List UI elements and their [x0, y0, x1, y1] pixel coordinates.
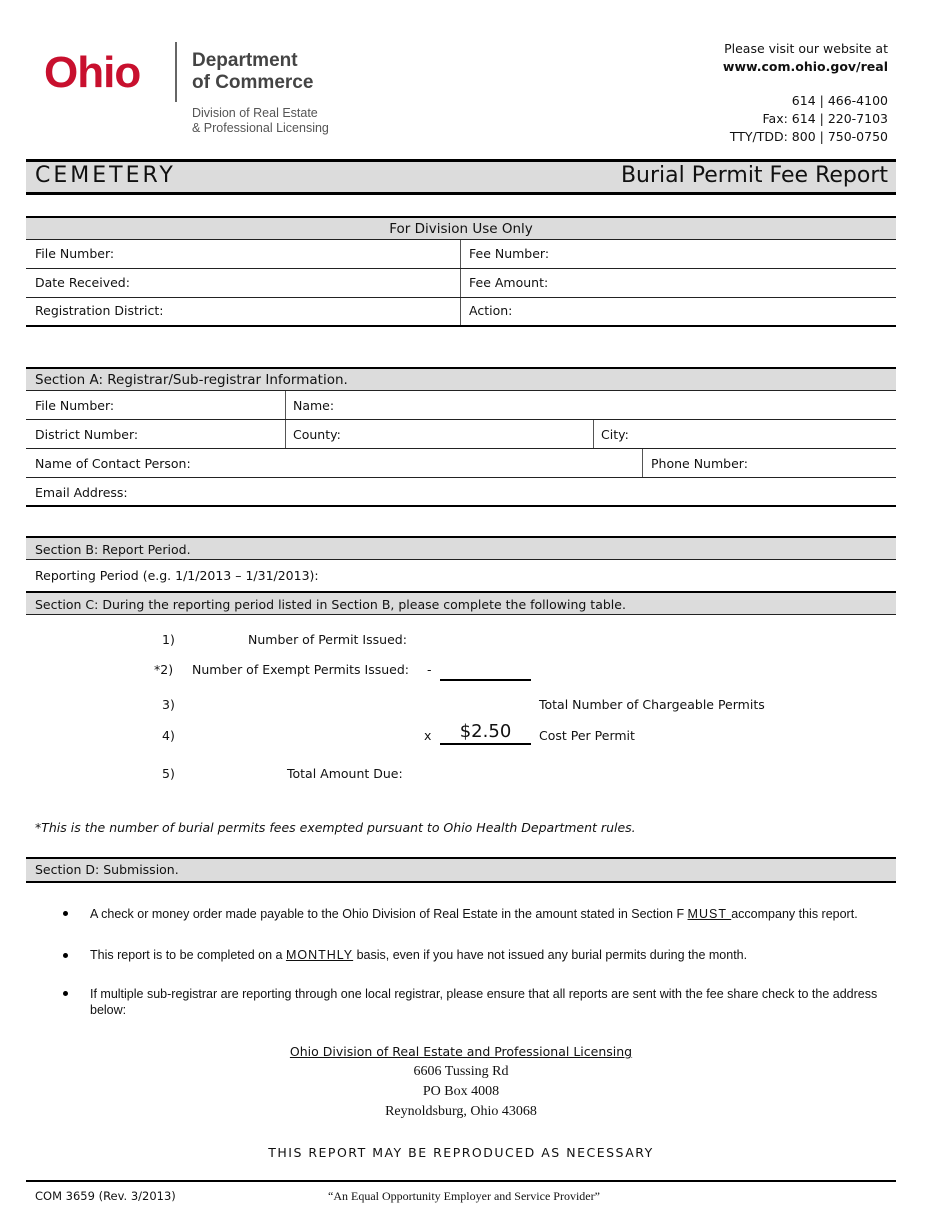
cost-per-permit-underline — [440, 743, 531, 745]
department-name — [192, 50, 313, 94]
contact-block — [723, 40, 888, 146]
column-divider — [460, 240, 461, 326]
section-a-file-number-label: File Number: — [35, 398, 115, 413]
form-title: Burial Permit Fee Report — [620, 163, 888, 188]
rule — [26, 419, 896, 420]
chargeable-permits-label: Total Number of Chargeable Permits — [539, 697, 765, 712]
registration-district-label: Registration District: — [35, 303, 164, 318]
bullet-monthly — [90, 948, 747, 962]
bullet-dot — [63, 991, 68, 996]
rule — [26, 239, 896, 240]
fee-amount-label: Fee Amount: — [469, 275, 549, 290]
cost-per-permit-value: $2.50 — [459, 721, 512, 742]
rule — [26, 268, 896, 269]
rule — [26, 297, 896, 298]
address-street: 6606 Tussing Rd — [413, 1064, 509, 1079]
row-5-number: 5) — [162, 766, 175, 781]
bullet-monthly-text: This report is to be completed on a — [90, 948, 286, 962]
ohio-logo — [44, 48, 140, 98]
form-category: CEMETERY — [35, 163, 176, 188]
phone-number: 614 | 466-4100 — [791, 93, 888, 108]
row-3-number: 3) — [162, 697, 175, 712]
reporting-period-label: Reporting Period (e.g. 1/1/2013 – 1/31/2013): — [35, 568, 319, 583]
contact-person-label: Name of Contact Person: — [35, 456, 191, 471]
section-d-header: Section D: Submission. — [35, 862, 179, 877]
department-line-2: of Commerce — [192, 72, 314, 93]
division-fee-number-label: Fee Number: — [469, 246, 550, 261]
rule — [26, 881, 896, 883]
bullet-multiple-registrars: If multiple sub-registrar are reporting through one local registrar, please ensure that all reports are sent with the fee share check to the address below: — [90, 987, 878, 1017]
logo-divider — [175, 42, 177, 102]
bullet-dot — [63, 953, 68, 958]
rule — [26, 614, 896, 615]
address-city: Reynoldsburg, Ohio 43068 — [385, 1104, 537, 1119]
division-name — [192, 106, 329, 136]
rule — [26, 325, 896, 327]
rule — [26, 505, 896, 507]
form-number: COM 3659 (Rev. 3/2013) — [35, 1189, 176, 1203]
email-address-label: Email Address: — [35, 485, 128, 500]
date-received-label: Date Received: — [35, 275, 130, 290]
bullet-payment-tail: accompany this report. — [731, 907, 858, 921]
equal-opportunity-statement: “An Equal Opportunity Employer and Service Provider” — [328, 1189, 600, 1203]
section-b-header: Section B: Report Period. — [35, 542, 191, 557]
rule — [26, 390, 896, 391]
mailing-address — [0, 1042, 922, 1122]
row-2-number: *2) — [154, 662, 174, 677]
tty-number: TTY/TDD: 800 | 750-0750 — [729, 129, 888, 144]
bullet-monthly-tail: basis, even if you have not issued any burial permits during the month. — [353, 948, 748, 962]
rule — [26, 559, 896, 560]
footer-rule — [26, 1180, 896, 1182]
row-1-number: 1) — [162, 632, 175, 647]
district-number-label: District Number: — [35, 427, 139, 442]
section-a-header: Section A: Registrar/Sub-registrar Information. — [35, 372, 348, 388]
division-line-1: Division of Real Estate — [192, 106, 318, 120]
exempt-permits-field[interactable] — [440, 679, 531, 681]
logo-state-name: Ohio — [44, 48, 141, 97]
rule — [26, 477, 896, 478]
bullet-payment — [90, 907, 858, 921]
registrar-name-label: Name: — [293, 398, 335, 413]
row-4-number: 4) — [162, 728, 175, 743]
division-line-2: & Professional Licensing — [192, 121, 329, 135]
cost-per-permit-label: Cost Per Permit — [539, 728, 635, 743]
website-intro: Please visit our website at — [724, 41, 888, 56]
multiply-operator: x — [424, 728, 432, 743]
exempt-footnote: *This is the number of burial permits fees exempted pursuant to Ohio Health Department rules. — [35, 820, 636, 835]
division-use-header: For Division Use Only — [389, 221, 533, 237]
fax-number: Fax: 614 | 220-7103 — [762, 111, 888, 126]
permits-issued-label: Number of Permit Issued: — [248, 632, 407, 647]
bullet-payment-text: A check or money order made payable to the Ohio Division of Real Estate in the amount stated in Section F — [90, 907, 688, 921]
minus-operator: - — [427, 662, 432, 677]
title-bottom-rule — [26, 192, 896, 195]
city-label: City: — [601, 427, 629, 442]
reproduce-note: THIS REPORT MAY BE REPRODUCED AS NECESSARY — [268, 1145, 654, 1160]
monthly-emphasis: MONTHLY — [285, 948, 354, 962]
action-label: Action: — [469, 303, 513, 318]
county-label: County: — [293, 427, 341, 442]
bullet-dot — [63, 911, 68, 916]
phone-number-label: Phone Number: — [651, 456, 748, 471]
website-link[interactable]: www.com.ohio.gov/real — [722, 59, 888, 74]
department-line-1: Department — [192, 50, 298, 71]
address-pobox: PO Box 4008 — [422, 1084, 500, 1099]
column-divider — [642, 449, 643, 477]
column-divider — [593, 420, 594, 448]
address-organization: Ohio Division of Real Estate and Professional Licensing — [289, 1044, 633, 1059]
total-amount-due-label: Total Amount Due: — [287, 766, 403, 781]
section-c-header: Section C: During the reporting period listed in Section B, please complete the following table. — [35, 597, 626, 612]
exempt-permits-label: Number of Exempt Permits Issued: — [192, 662, 410, 677]
division-file-number-label: File Number: — [35, 246, 115, 261]
rule — [26, 448, 896, 449]
must-emphasis: MUST — [687, 907, 732, 921]
